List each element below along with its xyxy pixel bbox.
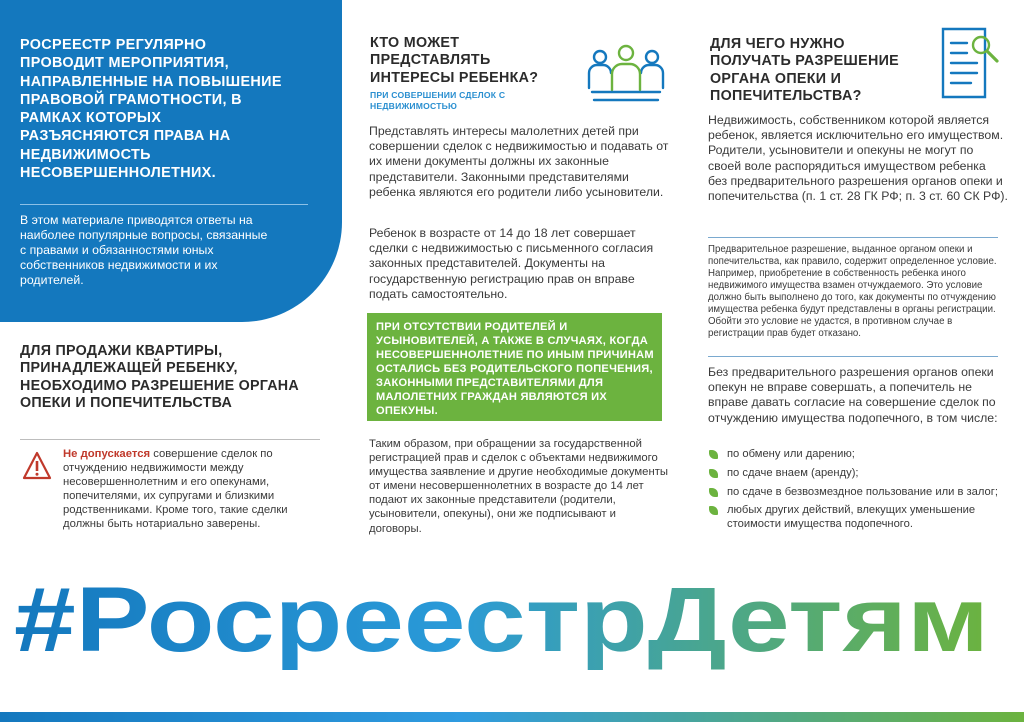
sale-heading: ДЛЯ ПРОДАЖИ КВАРТИРЫ, ПРИНАДЛЕЖАЩЕЙ РЕБЕНКУ, НЕОБХОДИМО РАЗРЕШЕНИЕ ОРГАНА ОПЕКИ И ПОПЕЧИТЕЛЬСТВА (20, 343, 299, 412)
intro-divider (20, 204, 308, 205)
middle-paragraph-3: Таким образом, при обращении за государственной регистрацией прав и сделок с объектами недвижимого имущества заявление и другие необходимые документы от имени несовершеннолетних в возрасте до 14 лет подают их законные представители (родители, усыновители, опекуны), они же подписывают и договоры. (369, 438, 668, 535)
middle-paragraph-1: Представлять интересы малолетних детей при совершении сделок с недвижимостью и подавать от их имени документы должны их законные представители. Законными представителями ребенка являются его родители либо усыновители. (369, 124, 669, 199)
restricted-deals-list (709, 448, 1005, 537)
leaf-bullet-icon (709, 469, 718, 478)
left-intro (20, 36, 290, 288)
people-group-icon (586, 40, 666, 108)
warning-lead: Не допускается (63, 448, 151, 460)
hashtag-banner (14, 563, 1014, 673)
hashtag-text: #РосреестрДетям (14, 569, 989, 671)
list-item: по сдаче в безвозмездное пользование или в залог; (709, 486, 1005, 500)
bottom-gradient-bar (0, 712, 1024, 722)
right-paragraph-2: Предварительное разрешение, выданное органом опеки и попечительства, как правило, содержит определенное условие. Например, приобретение в собственность ребенка иного недвижимого имущества взамен отчуждаемого. Это условие должно быть выполнено до того, как документы по отчуждению имущества ребенка будут представлены в органы регистрации. Обойти это условие не удастся, в противном случае в регистрации прав будет отказано. (708, 244, 997, 339)
list-item: по обмену или дарению; (709, 448, 1005, 462)
guardians-callout-text: ПРИ ОТСУТСТВИИ РОДИТЕЛЕЙ И УСЫНОВИТЕЛЕЙ, А ТАКЖЕ В СЛУЧАЯХ, КОГДА НЕСОВЕРШЕННОЛЕТНИЕ ПО ИНЫМ ПРИЧИНАМ ОСТАЛИСЬ БЕЗ РОДИТЕЛЬСКОГО ПОПЕЧЕНИЯ, ЗАКОННЫМИ ПРЕДСТАВИТЕЛЯМИ ДЛЯ МАЛОЛЕТНИХ ГРАЖДАН ЯВЛЯЮТСЯ ИХ ОПЕКУНЫ. (376, 321, 654, 417)
right-heading: ДЛЯ ЧЕГО НУЖНО ПОЛУЧАТЬ РАЗРЕШЕНИЕ ОРГАНА ОПЕКИ И ПОПЕЧИТЕЛЬСТВА? (710, 36, 899, 104)
list-item: по сдаче внаем (аренду); (709, 467, 1005, 481)
leaf-bullet-icon (709, 488, 718, 497)
sale-divider (20, 439, 320, 440)
right-rule-bottom (708, 356, 998, 357)
right-rule-top (708, 237, 998, 238)
intro-text: В этом материале приводятся ответы на наиболее популярные вопросы, связанные с правами и обязанностями юных собственников недвижимости и их родителей. (20, 213, 268, 288)
middle-heading: КТО МОЖЕТ ПРЕДСТАВЛЯТЬ ИНТЕРЕСЫ РЕБЕНКА? (370, 35, 539, 86)
warning-icon (22, 451, 52, 481)
warning-body: совершение сделок по отчуждению недвижимости между несовершеннолетним и его опекунами, попечителями, их супругами и близкими родственниками. Кроме того, такие сделки должны быть нотариально заверены. (63, 448, 288, 531)
warning-text (63, 447, 318, 532)
middle-subheading: ПРИ СОВЕРШЕНИИ СДЕЛОК С НЕДВИЖИМОСТЬЮ (370, 90, 506, 111)
intro-heading: РОСРЕЕСТР РЕГУЛЯРНО ПРОВОДИТ МЕРОПРИЯТИЯ, НАПРАВЛЕННЫЕ НА ПОВЫШЕНИЕ ПРАВОВОЙ ГРАМОТНОСТИ, В РАМКАХ КОТОРЫХ РАЗЪЯСНЯЮТСЯ ПРАВА НА НЕДВИЖИМОСТЬ НЕСОВЕРШЕННОЛЕТНИХ. (20, 37, 282, 182)
guardians-callout (367, 313, 662, 421)
list-item: любых других действий, влекущих уменьшение стоимости имущества подопечного. (709, 504, 1005, 532)
leaf-bullet-icon (709, 506, 718, 515)
middle-paragraph-2: Ребенок в возрасте от 14 до 18 лет совершает сделки с недвижимостью с письменного согласия законных представителей. Документы на государственную регистрацию прав он вправе подать самостоятельно. (369, 226, 654, 301)
document-magnifier-icon (933, 23, 1003, 103)
right-paragraph-3: Без предварительного разрешения органов опеки опекун не вправе совершать, а попечитель не вправе давать согласие на совершение сделок по отчуждению имущества подопечного, в том числе: (708, 365, 998, 425)
right-paragraph-1: Недвижимость, собственником которой является ребенок, является исключительно его имуществом. Родители, усыновители и опекуны не могут по своей воле распорядиться имуществом ребенка без предварительного разрешения органов опеки и попечительства (п. 1 ст. 28 ГК РФ; п. 3 ст. 60 СК РФ). (708, 113, 1008, 204)
leaf-bullet-icon (709, 450, 718, 459)
